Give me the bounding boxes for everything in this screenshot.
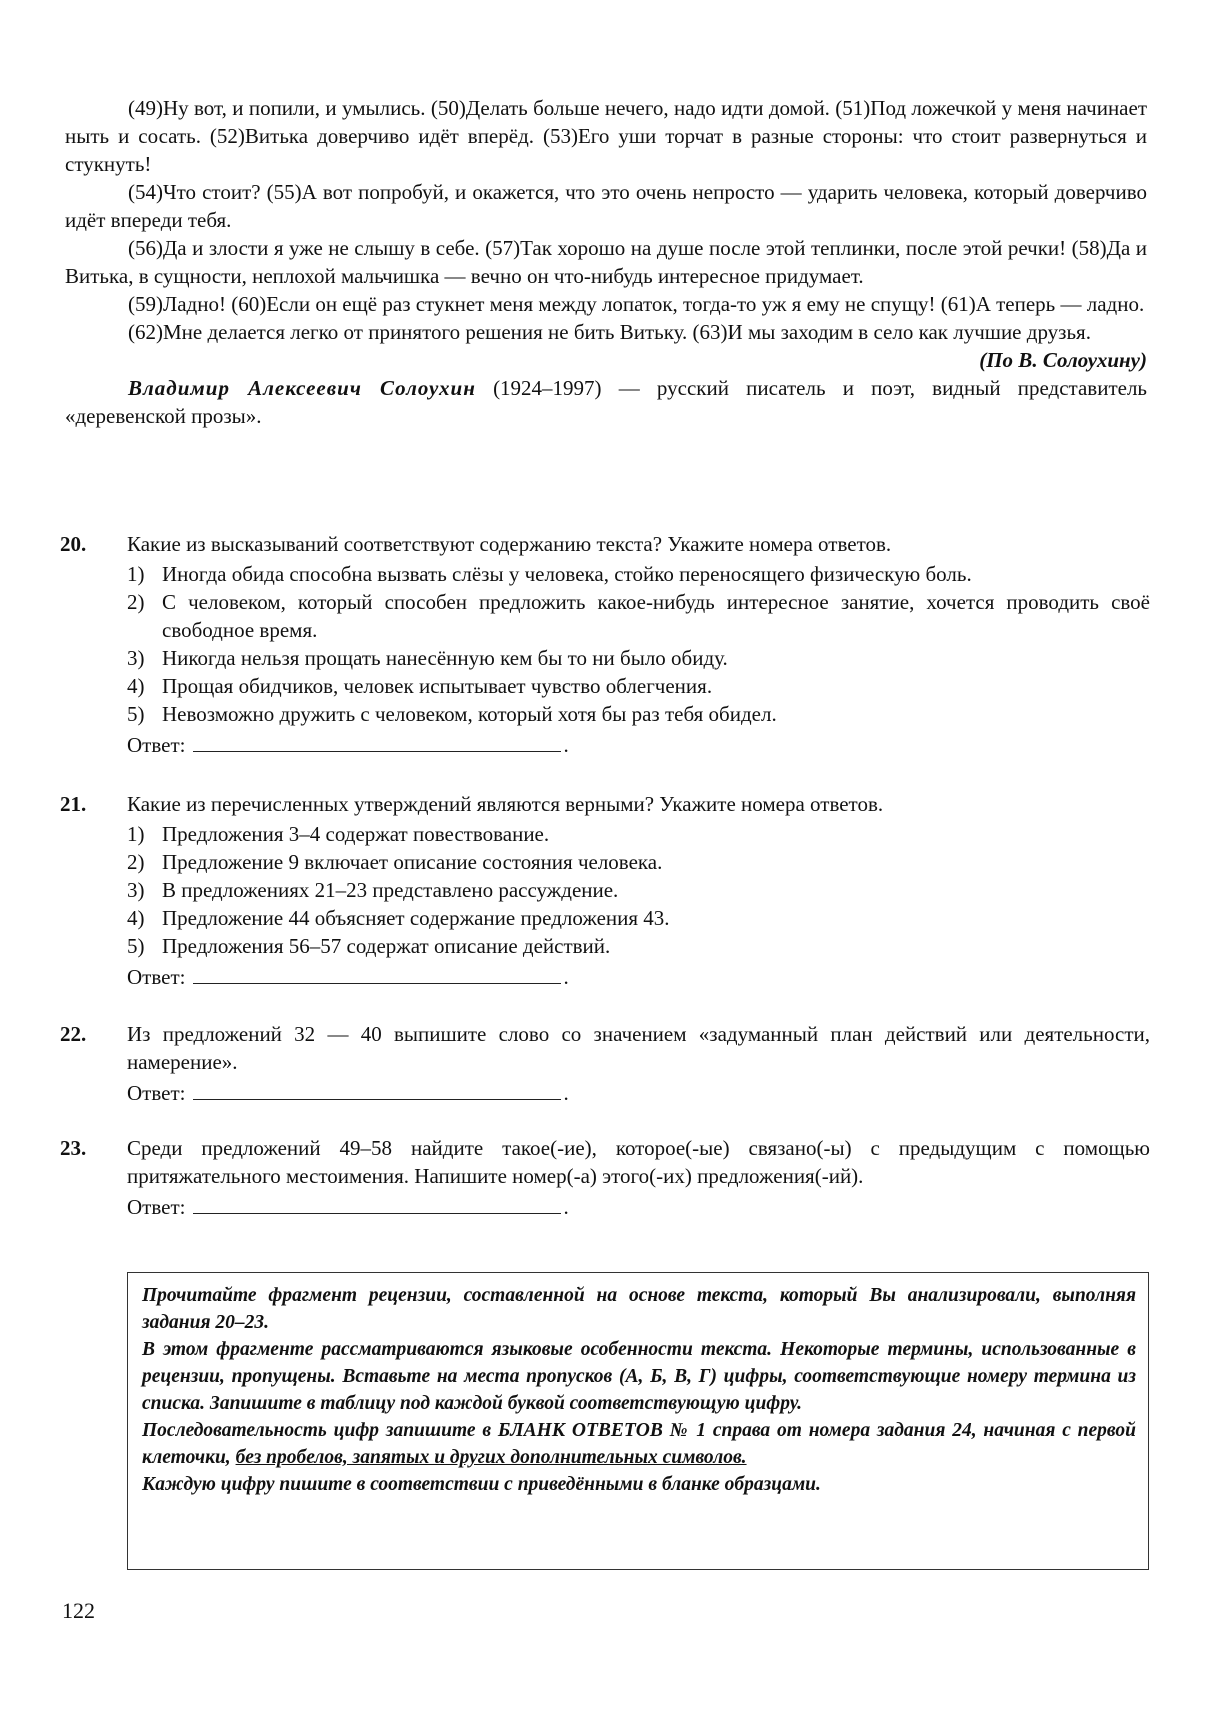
- option-item: [127, 644, 1150, 672]
- option-text: Прощая обидчиков, человек испытывает чувство облегчения.: [162, 674, 713, 698]
- answer-row: Ответ: .: [127, 1192, 1150, 1221]
- option-number: 2): [127, 590, 145, 614]
- page-number: 122: [62, 1598, 95, 1623]
- task-question: Какие из перечисленных утверждений являются верными? Укажите номера ответов.: [127, 792, 884, 816]
- option-text: С человеком, который способен предложить какое-нибудь интересное занятие, хочется проводить своё свободное время.: [162, 590, 1150, 642]
- reading-passage: [65, 94, 1147, 430]
- task-number: 23.: [60, 1136, 87, 1160]
- instruction-line: [142, 1417, 1136, 1471]
- author-bio: [65, 374, 1147, 430]
- passage-paragraph: (56)Да и злости я уже не слышу в себе. (57)Так хорошо на душе после этой теплинки, после этой речки! (58)Да и Витька, в сущности, неплохой мальчишка — вечно он что-нибудь интересное придумает.: [65, 236, 1147, 288]
- option-number: 1): [127, 562, 145, 586]
- passage-paragraph: (49)Ну вот, и попили, и умылись. (50)Делать больше нечего, надо идти домой. (51)Под ложечкой у меня начинает ныть и сосать. (52)Витька доверчиво идёт вперёд. (53)Его уши торчат в разные стороны: что стоит развернуться и стукнуть!: [65, 96, 1147, 176]
- instructions-box: [127, 1272, 1149, 1570]
- task-question: Из предложений 32 — 40 выпишите слово со значением «задуманный план действий или деятельности, намерение».: [127, 1022, 1150, 1074]
- option-number: 3): [127, 646, 145, 670]
- answer-options: [127, 820, 1150, 960]
- passage-paragraph: (62)Мне делается легко от принятого решения не бить Витьку. (63)И мы заходим в село как лучшие друзья.: [128, 320, 1091, 344]
- task-number: 20.: [60, 532, 87, 556]
- option-item: [127, 700, 1150, 728]
- option-number: 5): [127, 934, 145, 958]
- option-number: 1): [127, 822, 145, 846]
- answer-field[interactable]: [193, 1192, 561, 1214]
- option-item: [127, 672, 1150, 700]
- task-20: [60, 530, 1150, 759]
- answer-row: Ответ: .: [127, 730, 1150, 759]
- answer-field[interactable]: [193, 962, 561, 984]
- author-name: Владимир Алексеевич Солоухин: [128, 376, 476, 400]
- answer-field[interactable]: [193, 1078, 561, 1100]
- task-number: 21.: [60, 792, 87, 816]
- instruction-underlined: без пробелов, запятых и других дополнительных символов.: [235, 1447, 747, 1468]
- author-bio-text: (1924–1997) — русский писатель и поэт, видный представитель «деревенской прозы».: [65, 376, 1148, 428]
- answer-label: Ответ:: [127, 733, 186, 757]
- answer-row: Ответ: .: [127, 1078, 1150, 1107]
- option-text: Предложения 56–57 содержат описание действий.: [162, 934, 611, 958]
- option-text: В предложениях 21–23 представлено рассуждение.: [162, 878, 619, 902]
- option-item: [127, 904, 1150, 932]
- passage-paragraph: (54)Что стоит? (55)А вот попробуй, и окажется, что это очень непросто — ударить человека, который доверчиво идёт впереди тебя.: [65, 180, 1147, 232]
- option-item: [127, 876, 1150, 904]
- task-number: 22.: [60, 1022, 87, 1046]
- source-attribution: (По В. Солоухину): [979, 348, 1147, 372]
- option-item: [127, 588, 1150, 644]
- option-text: Иногда обида способна вызвать слёзы у человека, стойко переносящего физическую боль.: [162, 562, 972, 586]
- answer-label: Ответ:: [127, 965, 186, 989]
- answer-field[interactable]: [193, 730, 561, 752]
- instruction-line: Каждую цифру пишите в соответствии с приведёнными в бланке образцами.: [142, 1474, 821, 1495]
- passage-paragraph: (59)Ладно! (60)Если он ещё раз стукнет меня между лопаток, тогда-то уж я ему не спущу! (61)А теперь — ладно.: [128, 292, 1145, 316]
- answer-options: [127, 560, 1150, 728]
- option-number: 3): [127, 878, 145, 902]
- option-text: Предложение 9 включает описание состояния человека.: [162, 850, 663, 874]
- task-question: Какие из высказываний соответствуют содержанию текста? Укажите номера ответов.: [127, 532, 892, 556]
- option-text: Предложение 44 объясняет содержание предложения 43.: [162, 906, 670, 930]
- option-number: 2): [127, 850, 145, 874]
- option-text: Предложения 3–4 содержат повествование.: [162, 822, 550, 846]
- option-item: [127, 848, 1150, 876]
- option-text: Невозможно дружить с человеком, который хотя бы раз тебя обидел.: [162, 702, 777, 726]
- option-number: 4): [127, 674, 145, 698]
- task-21: [60, 790, 1150, 991]
- instruction-line: В этом фрагменте рассматриваются языковые особенности текста. Некоторые термины, использованные в рецензии, пропущены. Вставьте на места пропусков (А, Б, В, Г) цифры, соответствующие номеру термина из списка. Запишите в таблицу под каждой буквой соответствующую цифру.: [142, 1339, 1136, 1414]
- option-number: 4): [127, 906, 145, 930]
- option-number: 5): [127, 702, 145, 726]
- task-23: [60, 1134, 1150, 1221]
- option-item: [127, 560, 1150, 588]
- option-text: Никогда нельзя прощать нанесённую кем бы то ни было обиду.: [162, 646, 728, 670]
- answer-row: Ответ: .: [127, 962, 1150, 991]
- option-item: [127, 932, 1150, 960]
- answer-label: Ответ:: [127, 1195, 186, 1219]
- instruction-line: Прочитайте фрагмент рецензии, составленной на основе текста, который Вы анализировали, выполняя задания 20–23.: [142, 1285, 1136, 1333]
- task-22: [60, 1020, 1150, 1107]
- task-question: Среди предложений 49–58 найдите такое(-ие), которое(-ые) связано(-ы) с предыдущим с помощью притяжательного местоимения. Напишите номер(-а) этого(-их) предложения(-ий).: [127, 1136, 1150, 1188]
- answer-label: Ответ:: [127, 1081, 186, 1105]
- option-item: [127, 820, 1150, 848]
- instruction-text: Последовательность цифр запишите в БЛАНК ОТВЕТОВ № 1 справа от номера задания 24, начиная с первой клеточки,: [142, 1420, 1136, 1468]
